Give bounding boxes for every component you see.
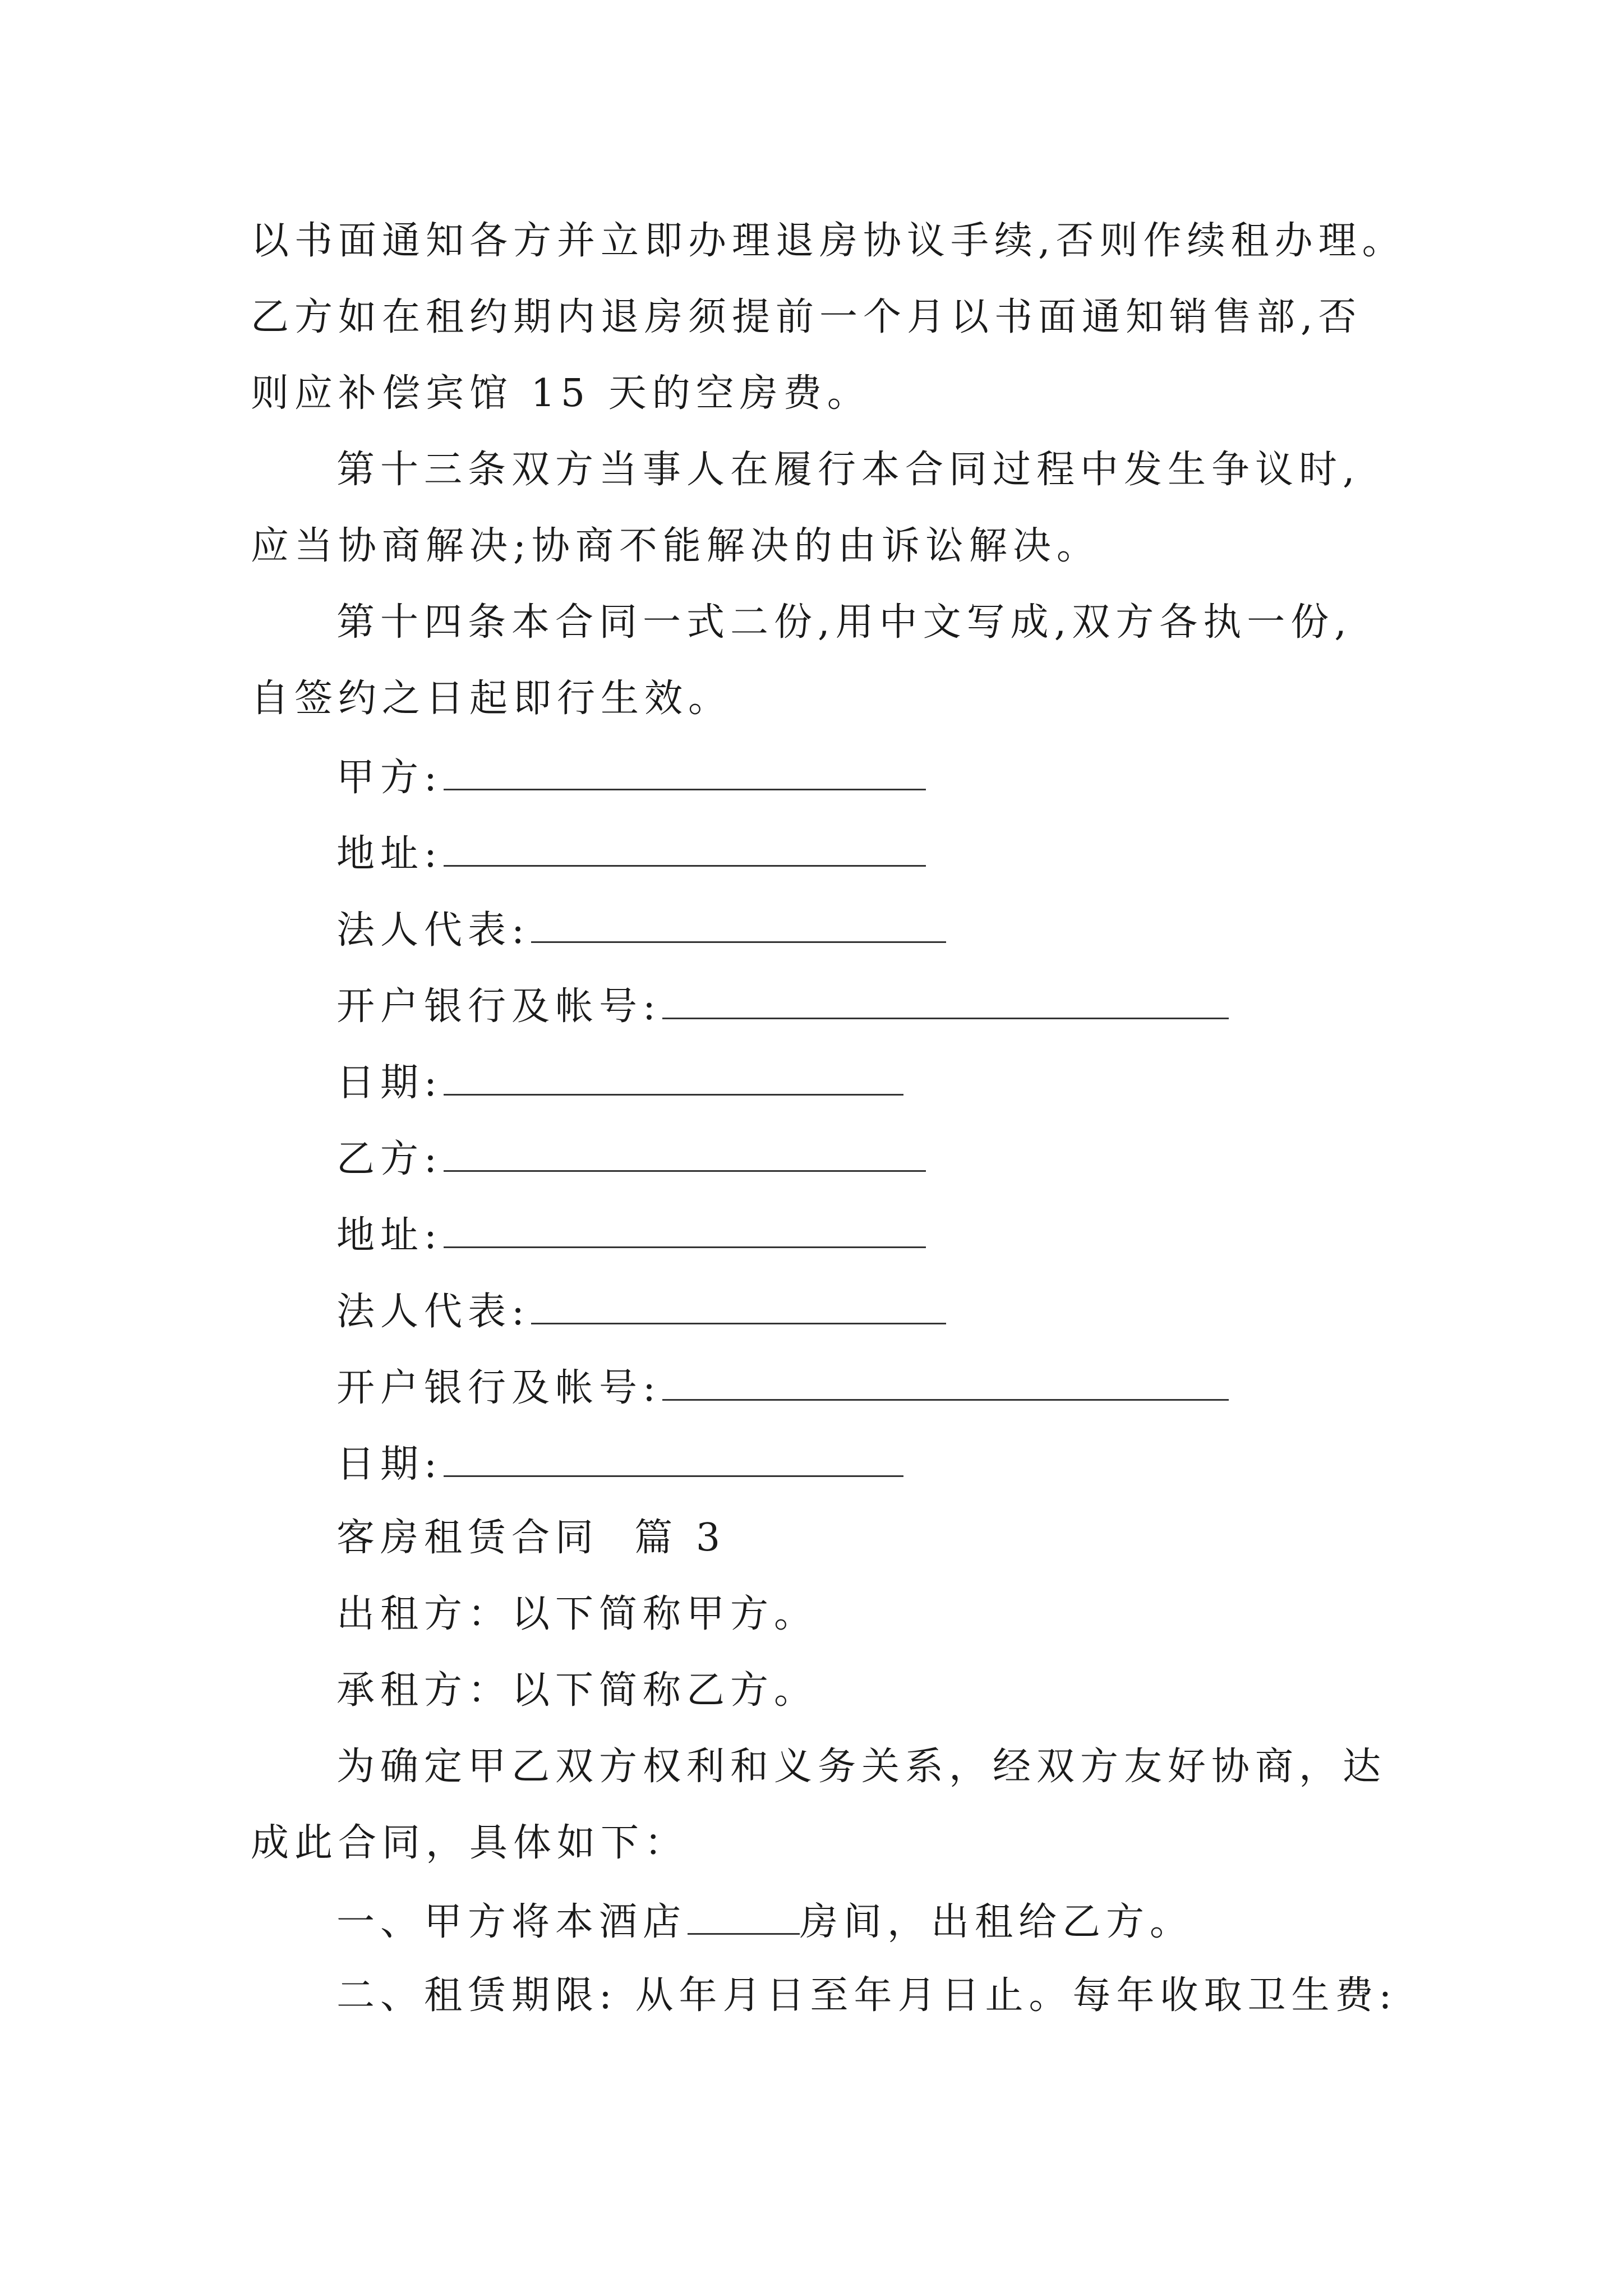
party-a-name-row [336,756,926,800]
party-a-name-label: 甲方: [336,756,442,800]
party-b-legal-rep-blank [531,1290,946,1324]
party-b-bank-label: 开户银行及帐号: [336,1366,661,1410]
room-number-blank [688,1901,800,1935]
lessee-line: 承租方：以下简称乙方。 [336,1668,818,1713]
paragraph-line: 以书面通知各方并立即办理退房协议手续,否则作续租办理。 [251,219,1406,263]
party-b-name-label: 乙方: [336,1137,442,1181]
party-a-date-label: 日期: [336,1061,442,1105]
paragraph-line: 第十四条本合同一式二份,用中文写成,双方各执一份, [336,600,1352,645]
party-b-date-label: 日期: [336,1442,442,1487]
party-a-bank-label: 开户银行及帐号: [336,984,661,1029]
party-b-date-blank [444,1443,903,1477]
clause-1-row [336,1900,1194,1944]
party-a-address-row [336,832,926,876]
paragraph-line: 乙方如在租约期内退房须提前一个月以书面通知销售部,否 [251,295,1362,339]
paragraph-line: 成此合同，具体如下： [251,1821,689,1865]
party-a-address-blank [444,832,926,867]
clause-1-part-b: 房间，出租给乙方。 [800,1900,1194,1944]
party-b-address-row [336,1213,926,1258]
party-b-address-blank [444,1214,926,1248]
paragraph-line: 为确定甲乙双方权利和义务关系，经双方友好协商，达 [336,1745,1387,1789]
party-a-name-blank [444,756,926,790]
party-a-bank-row [336,984,1229,1029]
paragraph-line: 应当协商解决;协商不能解决的由诉讼解决。 [251,524,1100,568]
paragraph-line: 自签约之日起即行生效。 [251,677,732,721]
party-a-bank-blank [662,985,1229,1019]
party-b-bank-row [336,1366,1229,1410]
party-b-bank-blank [662,1366,1229,1401]
party-b-name-row [336,1138,926,1179]
party-a-date-blank [444,1061,903,1096]
party-b-legal-rep-label: 法人代表: [336,1290,530,1334]
clause-2-line: 二、租赁期限: 从年月日至年月日止。每年收取卫生费: [336,1973,1398,2018]
party-a-date-row [336,1061,903,1105]
clause-1-part-a: 一、甲方将本酒店 [336,1900,687,1944]
paragraph-line: 第十三条双方当事人在履行本合同过程中发生争议时, [336,448,1361,492]
section-title: 客房租赁合同 篇 3 [336,1516,726,1560]
party-b-name-blank [444,1138,926,1172]
paragraph-line: 则应补偿宾馆 15 天的空房费。 [251,371,871,416]
party-b-legal-rep-row [336,1290,946,1334]
party-a-legal-rep-row [336,908,946,953]
party-b-date-row [336,1442,903,1487]
lessor-line: 出租方：以下简称甲方。 [336,1592,818,1636]
party-a-address-label: 地址: [336,832,442,876]
party-a-legal-rep-blank [531,909,946,943]
party-b-address-label: 地址: [336,1213,442,1258]
party-a-legal-rep-label: 法人代表: [336,908,530,953]
